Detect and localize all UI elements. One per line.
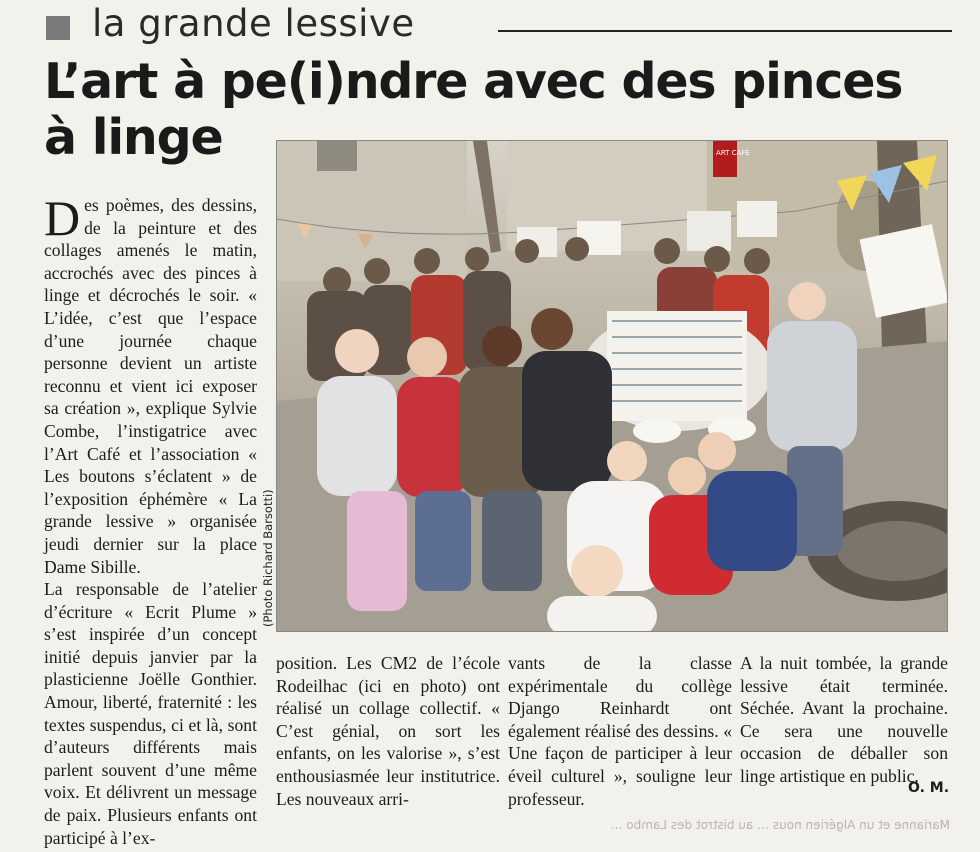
photo-credit-text: (Photo Richard Barsotti)	[261, 489, 275, 627]
column-4-text: A la nuit tombée, la grande lessive était terminée. Séchée. Avant la prochaine. Ce sera une nouvelle occasion de déballer son linge artistique en public.	[740, 653, 948, 786]
rubric-title: la grande lessive	[92, 2, 415, 45]
photo-credit	[258, 420, 274, 630]
article-photo	[276, 140, 948, 632]
show-through-text: Marianne et un Algérien nous … au bistrot des Lambo …	[610, 818, 950, 832]
article-lead-column	[44, 190, 257, 849]
drop-cap: D	[44, 190, 81, 246]
rubric-square-icon	[46, 16, 70, 40]
rubric-rule	[498, 30, 952, 32]
lead-text: es poèmes, des dessins, de la peinture et des collages amenés le matin, accrochés avec des pinces à linge et décrochés le soir. « L’idée, c’est que l’espace d’une journée chaque personne devient un artiste reconnu et vient ici exposer sa création », explique Sylvie Combe, l’instigatrice avec l’Art Café et l’association « Les boutons s’éclatent » de l’exposition éphémère « La grande lessive » organisée jeudi dernier sur la place Dame Sibille.	[44, 195, 257, 577]
author-signature: O. M.	[908, 780, 950, 796]
article-column-2	[276, 652, 500, 810]
article-headline: L’art à pe(i)ndre avec des pinces à linge	[44, 53, 903, 166]
lead-paragraph	[44, 190, 257, 578]
article-column-3	[508, 652, 732, 810]
column-2-text: position. Les CM2 de l’école Rodeilhac (ici en photo) ont réalisé un collage collectif. « C’est génial, on sort les enfants, on les valorise », s’est enthousiasmée leur institutrice. Les nouveaux arri-	[276, 653, 500, 809]
photo-illustration	[277, 141, 947, 631]
section-rubric	[42, 4, 952, 48]
article-column-4	[740, 652, 948, 788]
art-cafe-sign: ART CAFÉ	[716, 149, 750, 157]
paragraph-2: La responsable de l’atelier d’écriture « Ecrit Plume » s’est inspirée d’un concept initié depuis janvier par la plasticienne Joëlle Gonthier. Amour, liberté, fraternité : les textes suspendus, ci et là, sont d’auteurs différents mais parlent souvent d’une même voix. Et délivrent un message de paix. Plusieurs enfants ont participé à l’ex-	[44, 579, 257, 848]
column-3-text: vants de la classe expérimentale du collège Django Reinhardt ont également réalisé des dessins. « Une façon de participer à leur éveil culturel », souligne leur professeur.	[508, 653, 732, 809]
